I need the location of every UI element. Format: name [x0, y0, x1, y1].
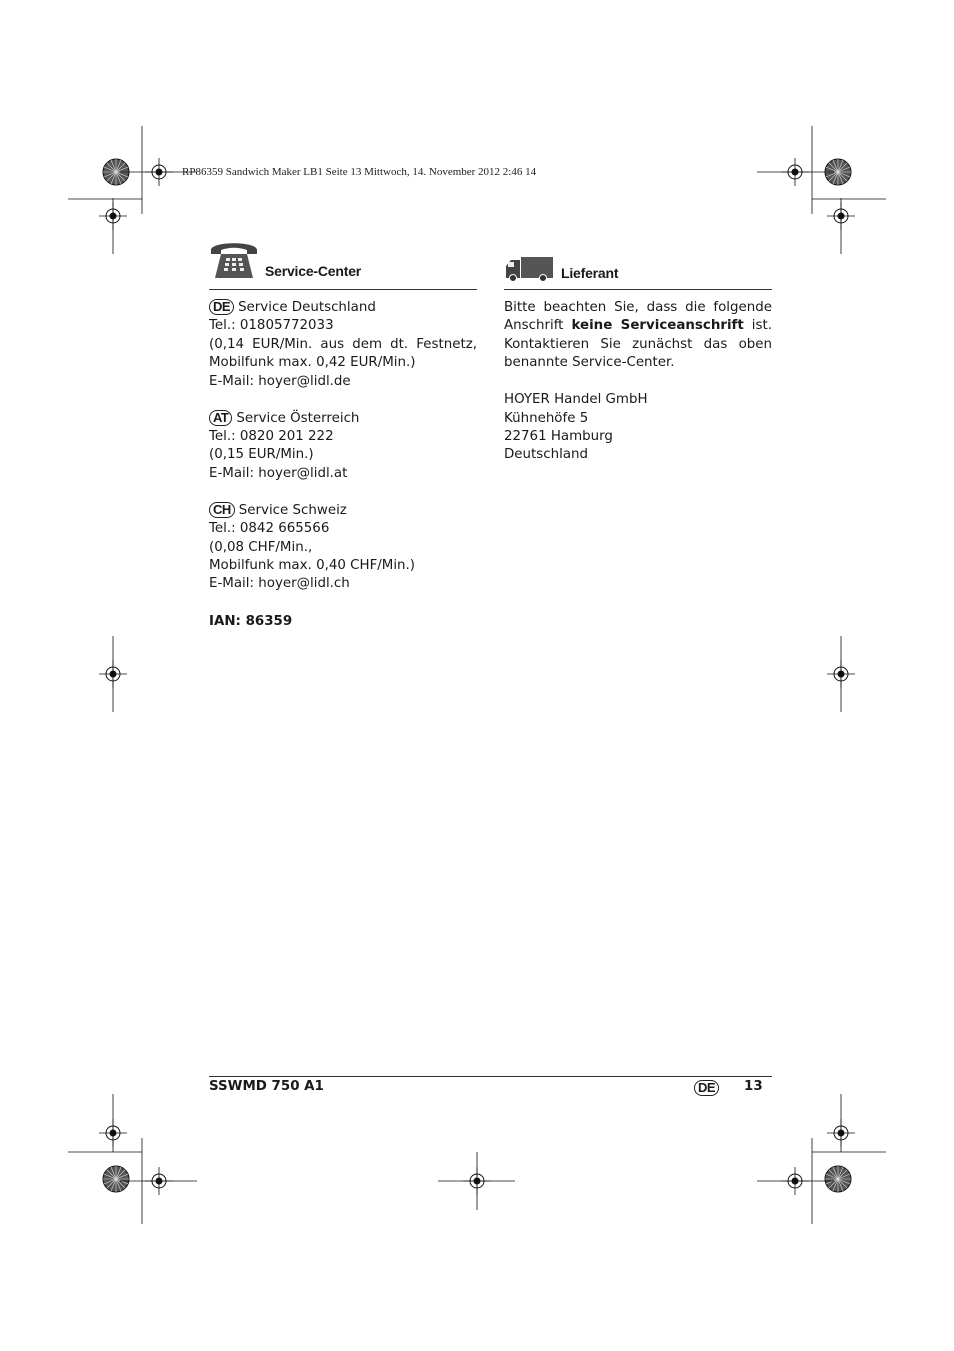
rate-info: (0,08 CHF/Min.,: [209, 539, 313, 555]
service-block-at: [209, 410, 477, 484]
section-title: Lieferant: [561, 265, 619, 281]
footer-rule: [209, 1076, 772, 1077]
country-badge-at: AT: [209, 410, 232, 426]
service-label: Service Österreich: [236, 410, 360, 426]
emphasis-text: keine Serviceanschrift: [571, 318, 744, 334]
phone-number: Tel.: 0820 201 222: [209, 429, 334, 445]
supplier-note-line: Kontaktieren Sie zunächst das oben: [504, 336, 772, 352]
service-contacts: [209, 299, 477, 612]
address-street: Kühnehöfe 5: [504, 410, 589, 426]
email-address: E-Mail: hoyer@lidl.at: [209, 465, 348, 481]
print-slug-line: RP86359 Sandwich Maker LB1 Seite 13 Mittwoch, 14. November 2012 2:46 14: [182, 166, 537, 178]
service-block-de: [209, 299, 477, 391]
footer-country-badge: DE: [694, 1080, 719, 1096]
service-label: Service Schweiz: [238, 502, 347, 518]
country-badge-ch: CH: [209, 502, 235, 518]
supplier-note-line: Bitte beachten Sie, dass die folgende: [504, 300, 772, 315]
phone-number: Tel.: 01805772033: [209, 318, 334, 334]
truck-icon: [505, 256, 555, 282]
rate-info: (0,15 EUR/Min.): [209, 447, 314, 463]
page-number: 13: [744, 1079, 763, 1094]
telephone-icon: [209, 238, 259, 280]
phone-number: Tel.: 0842 665566: [209, 521, 330, 537]
heading-rule: [209, 289, 477, 290]
section-title: Service-Center: [265, 263, 362, 279]
supplier-note-line: Anschrift keine Serviceanschrift ist.: [504, 318, 772, 334]
ian-number: IAN: 86359: [209, 614, 293, 629]
address-company: HOYER Handel GmbH: [504, 392, 648, 408]
supplier-note-line: benannte Service-Center.: [504, 355, 675, 371]
model-number: SSWMD 750 A1: [209, 1079, 324, 1094]
supplier-heading: [505, 256, 618, 282]
email-address: E-Mail: hoyer@lidl.de: [209, 373, 351, 389]
rate-info-cont: Mobilfunk max. 0,40 CHF/Min.): [209, 558, 416, 574]
country-badge-de: DE: [209, 299, 234, 315]
service-block-ch: [209, 502, 477, 594]
service-center-heading: [209, 238, 361, 280]
rate-info: (0,14 EUR/Min. aus dem dt. Festnetz,: [209, 336, 477, 352]
rate-info-cont: Mobilfunk max. 0,42 EUR/Min.): [209, 355, 416, 371]
service-label: Service Deutschland: [238, 300, 376, 315]
supplier-info: [504, 299, 772, 465]
email-address: E-Mail: hoyer@lidl.ch: [209, 576, 350, 592]
address-city: 22761 Hamburg: [504, 429, 613, 445]
heading-rule: [504, 289, 772, 290]
address-country: Deutschland: [504, 447, 589, 463]
